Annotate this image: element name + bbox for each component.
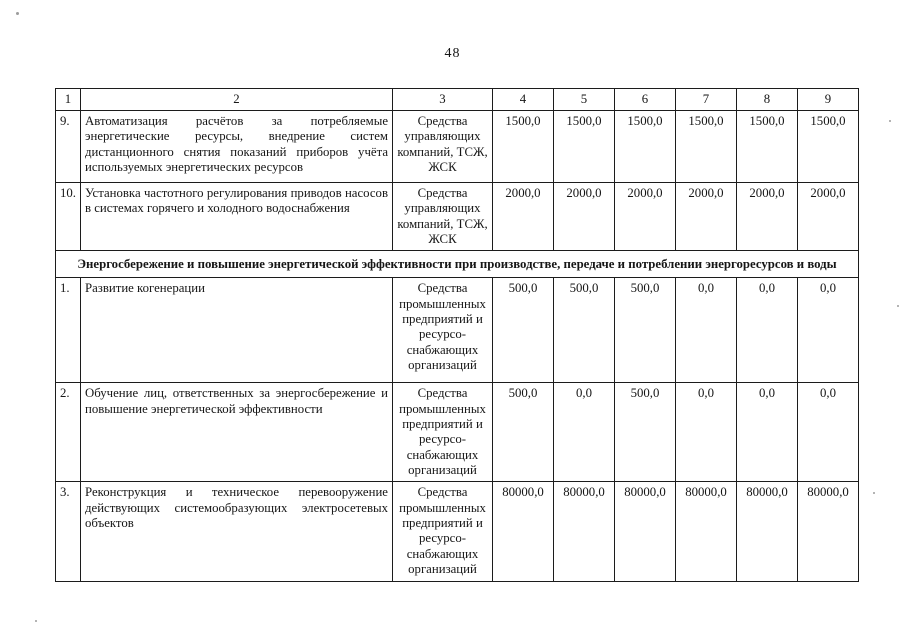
value-cell: 80000,0 xyxy=(676,482,737,582)
value-cell: 0,0 xyxy=(554,383,615,482)
table-row xyxy=(56,111,859,183)
value-cell: 500,0 xyxy=(493,383,554,482)
funding-source-cell: Средства управляющих компаний, ТСЖ, ЖСК xyxy=(393,183,493,251)
table-row xyxy=(56,482,859,582)
measures-table xyxy=(55,88,859,582)
funding-source-cell: Средства промышленных предприятий и ресурсо-снабжающих организаций xyxy=(393,278,493,383)
funding-source-cell: Средства промышленных предприятий и ресурсо-снабжающих организаций xyxy=(393,383,493,482)
value-cell: 1500,0 xyxy=(798,111,859,183)
col-header-3: 3 xyxy=(393,89,493,111)
col-header-4: 4 xyxy=(493,89,554,111)
value-cell: 0,0 xyxy=(676,278,737,383)
col-header-8: 8 xyxy=(737,89,798,111)
scan-speck xyxy=(889,120,891,122)
row-number-cell: 1. xyxy=(56,278,81,383)
value-cell: 2000,0 xyxy=(676,183,737,251)
page-number: 48 xyxy=(444,46,461,61)
value-cell: 500,0 xyxy=(615,383,676,482)
value-cell: 1500,0 xyxy=(737,111,798,183)
col-header-1: 1 xyxy=(56,89,81,111)
value-cell: 500,0 xyxy=(554,278,615,383)
value-cell: 80000,0 xyxy=(798,482,859,582)
value-cell: 1500,0 xyxy=(554,111,615,183)
col-header-6: 6 xyxy=(615,89,676,111)
value-cell: 80000,0 xyxy=(615,482,676,582)
value-cell: 1500,0 xyxy=(615,111,676,183)
section-header-row xyxy=(56,251,859,278)
value-cell: 2000,0 xyxy=(798,183,859,251)
table-row xyxy=(56,278,859,383)
value-cell: 80000,0 xyxy=(554,482,615,582)
measure-cell: Реконструкция и техническое перевооружение действующих системообразующих электросетевых объектов xyxy=(81,482,393,582)
value-cell: 0,0 xyxy=(737,383,798,482)
col-header-9: 9 xyxy=(798,89,859,111)
measure-cell: Обучение лиц, ответственных за энергосбережение и повышение энергетической эффективности xyxy=(81,383,393,482)
measure-cell: Развитие когенерации xyxy=(81,278,393,383)
scan-speck xyxy=(873,492,875,494)
value-cell: 80000,0 xyxy=(493,482,554,582)
row-number-cell: 10. xyxy=(56,183,81,251)
col-header-7: 7 xyxy=(676,89,737,111)
measure-cell: Установка частотного регулирования приводов насосов в системах горячего и холодного водоснабжения xyxy=(81,183,393,251)
value-cell: 0,0 xyxy=(676,383,737,482)
value-cell: 0,0 xyxy=(798,383,859,482)
col-header-5: 5 xyxy=(554,89,615,111)
value-cell: 1500,0 xyxy=(676,111,737,183)
funding-source-cell: Средства промышленных предприятий и ресурсо-снабжающих организаций xyxy=(393,482,493,582)
row-number-cell: 3. xyxy=(56,482,81,582)
row-number-cell: 2. xyxy=(56,383,81,482)
row-number-cell: 9. xyxy=(56,111,81,183)
value-cell: 0,0 xyxy=(798,278,859,383)
scan-speck xyxy=(16,12,19,15)
table-row xyxy=(56,383,859,482)
measure-cell: Автоматизация расчётов за потребляемые энергетические ресурсы, внедрение систем дистанционного снятия показаний приборов учёта используемых энергетических ресурсов xyxy=(81,111,393,183)
scan-speck xyxy=(897,305,899,307)
funding-source-cell: Средства управляющих компаний, ТСЖ, ЖСК xyxy=(393,111,493,183)
value-cell: 500,0 xyxy=(493,278,554,383)
value-cell: 2000,0 xyxy=(737,183,798,251)
col-header-2: 2 xyxy=(81,89,393,111)
value-cell: 2000,0 xyxy=(493,183,554,251)
value-cell: 500,0 xyxy=(615,278,676,383)
section-header: Энергосбережение и повышение энергетической эффективности при производстве, передаче и потреблении энергоресурсов и воды xyxy=(56,251,859,278)
table-header-row xyxy=(56,89,859,111)
value-cell: 2000,0 xyxy=(554,183,615,251)
table-row xyxy=(56,183,859,251)
value-cell: 1500,0 xyxy=(493,111,554,183)
value-cell: 80000,0 xyxy=(737,482,798,582)
value-cell: 0,0 xyxy=(737,278,798,383)
scan-speck xyxy=(35,620,37,622)
value-cell: 2000,0 xyxy=(615,183,676,251)
